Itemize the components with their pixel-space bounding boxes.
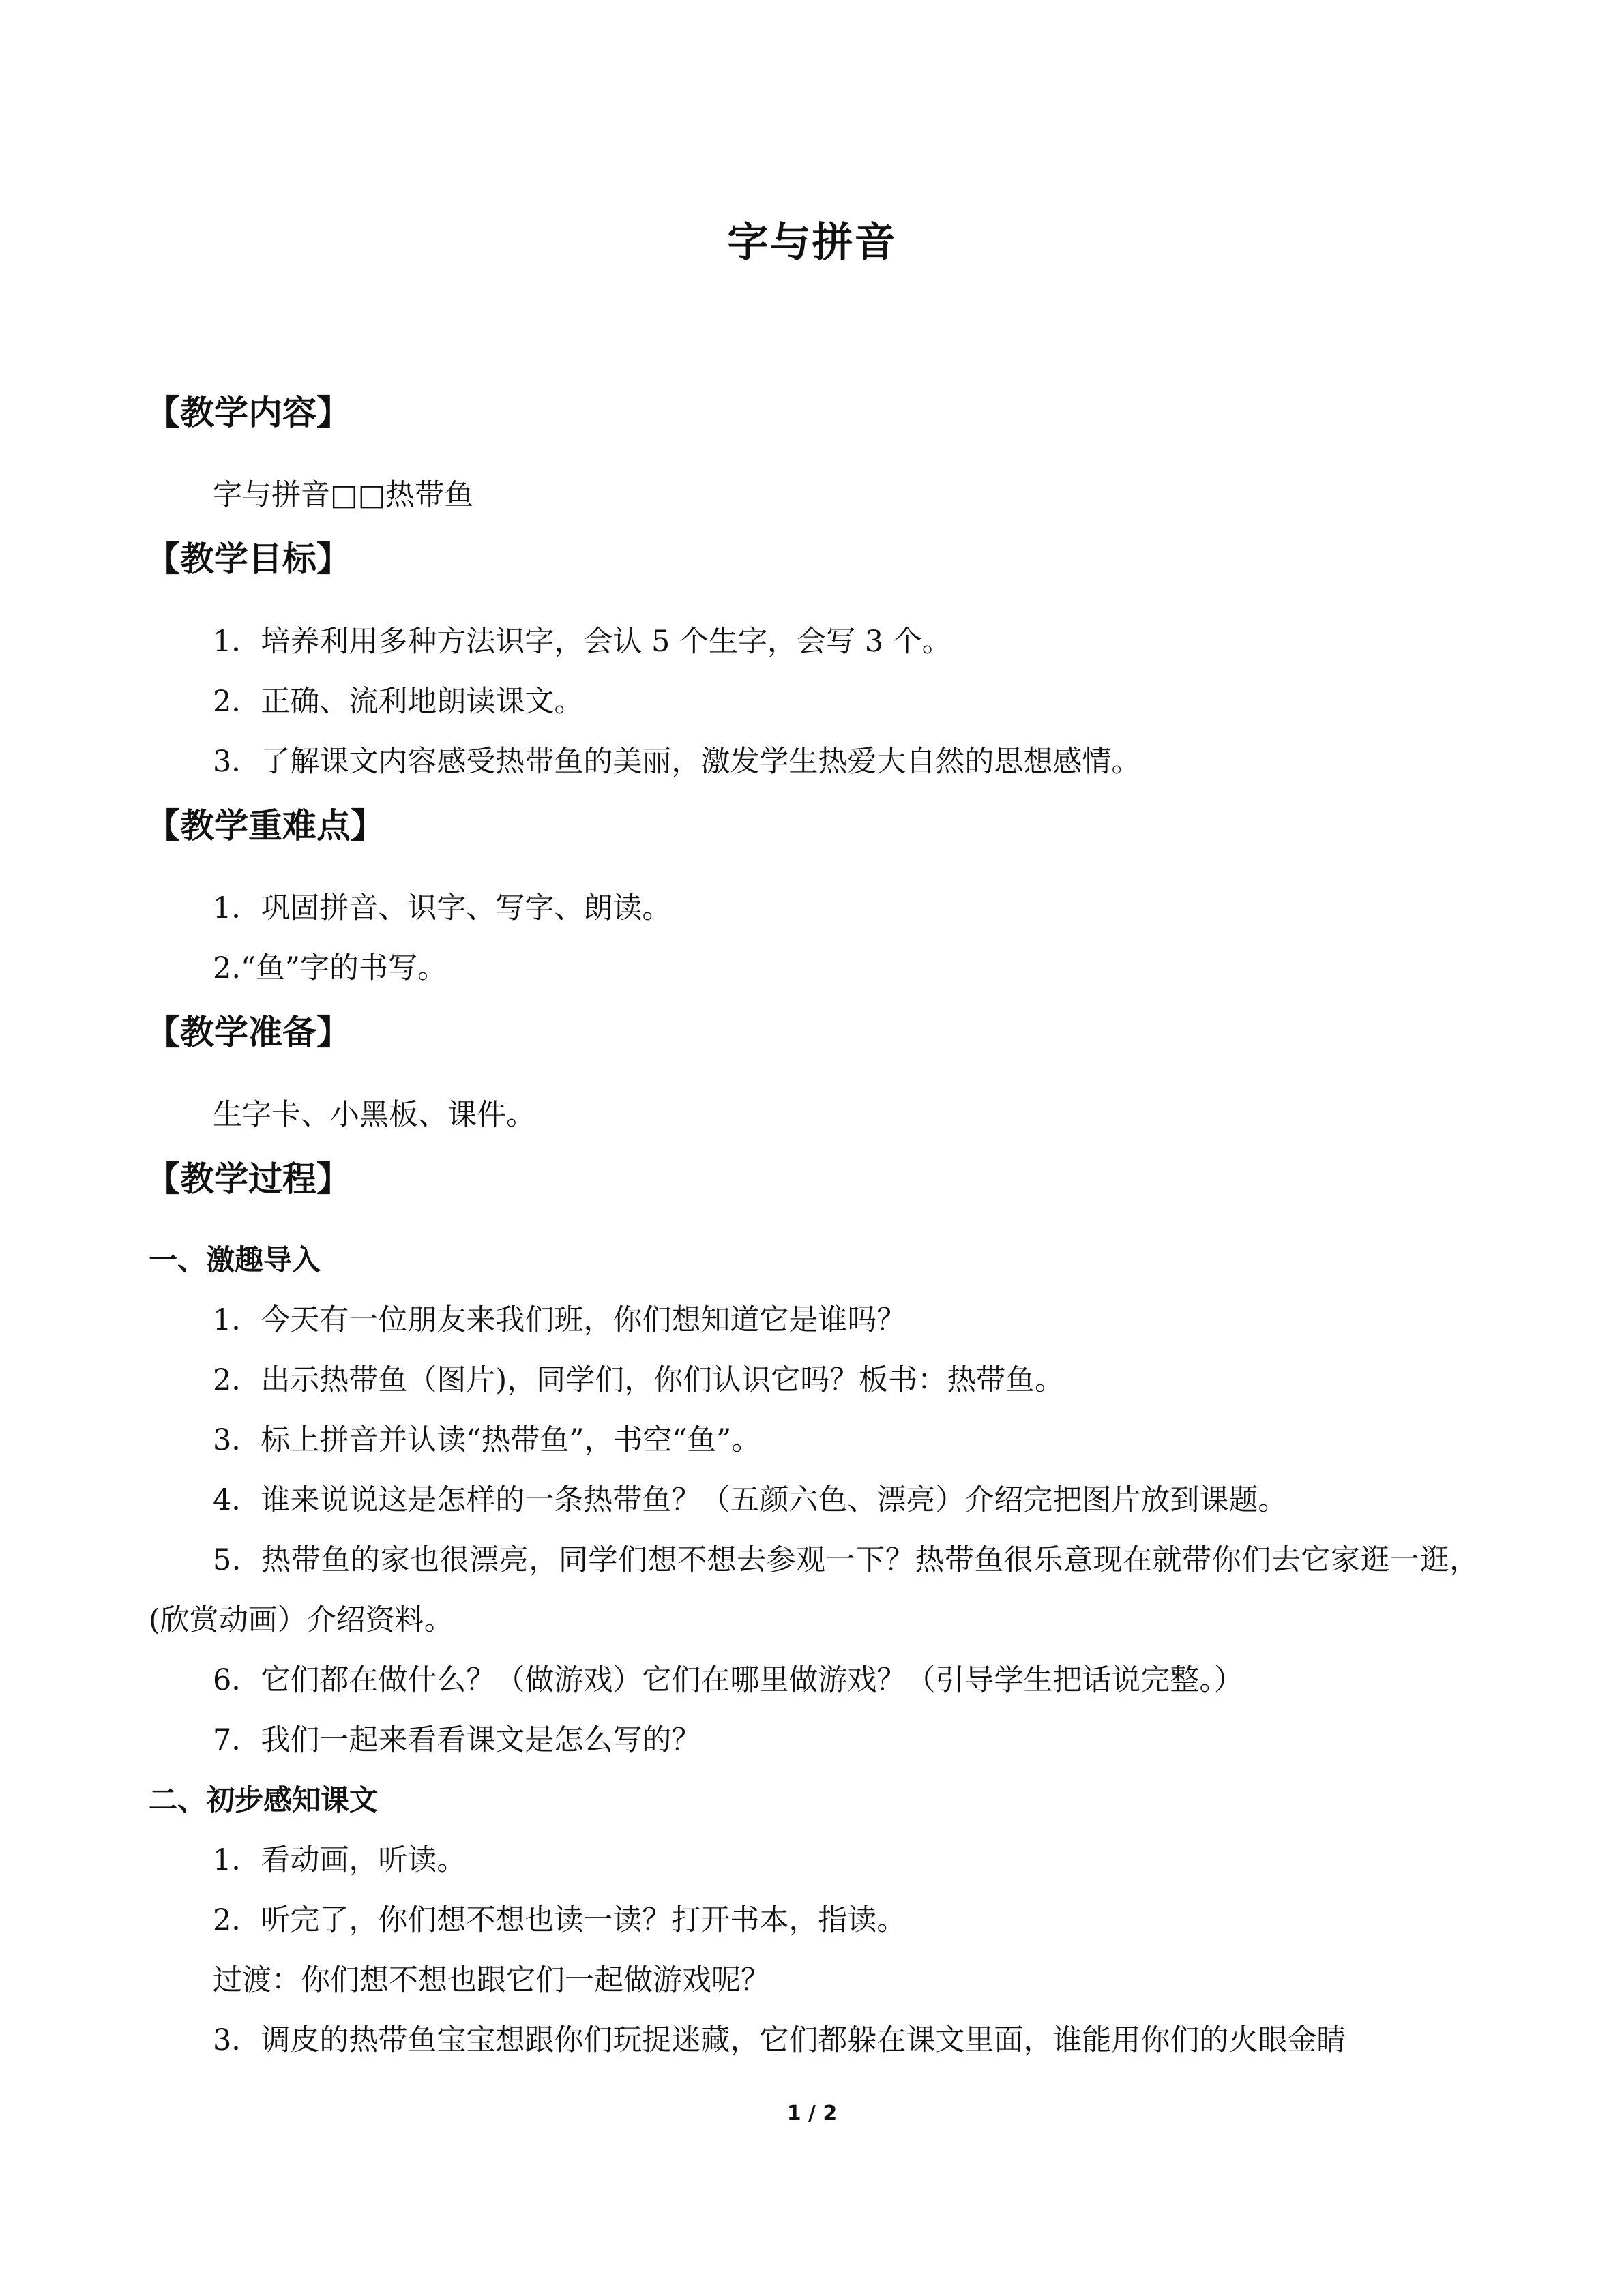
document-title: 字与拼音 (727, 219, 897, 267)
heading-process: 【教学过程】 (146, 1159, 351, 1199)
process-part1-heading: 一、激趣导入 (149, 1243, 321, 1277)
key-point-item-2: 2.“鱼”字的书写。 (213, 951, 447, 985)
process-part1-item-7: 7．我们一起来看看课文是怎么写的？ (213, 1723, 701, 1757)
heading-key-points: 【教学重难点】 (146, 806, 385, 846)
process-part1-item-6: 6．它们都在做什么？（做游戏）它们在哪里做游戏？（引导学生把话说完整。） (213, 1663, 1243, 1697)
process-part2-item-3: 3．调皮的热带鱼宝宝想跟你们玩捉迷藏，它们都躲在课文里面，谁能用你们的火眼金睛 (213, 2023, 1346, 2057)
content-text: 字与拼音□□热带鱼 (213, 478, 474, 512)
process-part2-item-1: 1．看动画，听读。 (213, 1843, 467, 1877)
page-number: 1 / 2 (786, 2102, 838, 2126)
heading-content: 【教学内容】 (146, 393, 351, 432)
process-part1-item-4: 4．谁来说说这是怎样的一条热带鱼？（五颜六色、漂亮）介绍完把图片放到课题。 (213, 1483, 1288, 1517)
heading-preparation: 【教学准备】 (146, 1013, 351, 1052)
process-part1-item-3: 3．标上拼音并认读“热带鱼”，书空“鱼”。 (213, 1423, 761, 1457)
process-part1-item-5: 5．热带鱼的家也很漂亮，同学们想不想去参观一下？热带鱼很乐意现在就带你们去它家逛一逛，(欣赏动画）介绍资料。 (149, 1543, 1479, 1637)
process-part1-item-1: 1．今天有一位朋友来我们班，你们想知道它是谁吗？ (213, 1303, 906, 1337)
process-part2-transition: 过渡：你们想不想也跟它们一起做游戏呢？ (213, 1963, 770, 1997)
goal-item-3: 3．了解课文内容感受热带鱼的美丽，激发学生热爱大自然的思想感情。 (213, 745, 1141, 779)
heading-goals: 【教学目标】 (146, 539, 351, 579)
goal-item-1: 1．培养利用多种方法识字，会认 5 个生字，会写 3 个。 (213, 625, 951, 659)
key-point-item-1: 1．巩固拼音、识字、写字、朗读。 (213, 891, 672, 925)
goal-item-2: 2．正确、流利地朗读课文。 (213, 685, 584, 719)
process-part1-item-2: 2．出示热带鱼（图片)，同学们，你们认识它吗？板书：热带鱼。 (213, 1363, 1065, 1397)
process-part2-item-2: 2．听完了，你们想不想也读一读？打开书本，指读。 (213, 1903, 906, 1937)
preparation-text: 生字卡、小黑板、课件。 (213, 1098, 535, 1132)
process-part2-heading: 二、初步感知课文 (149, 1783, 379, 1817)
